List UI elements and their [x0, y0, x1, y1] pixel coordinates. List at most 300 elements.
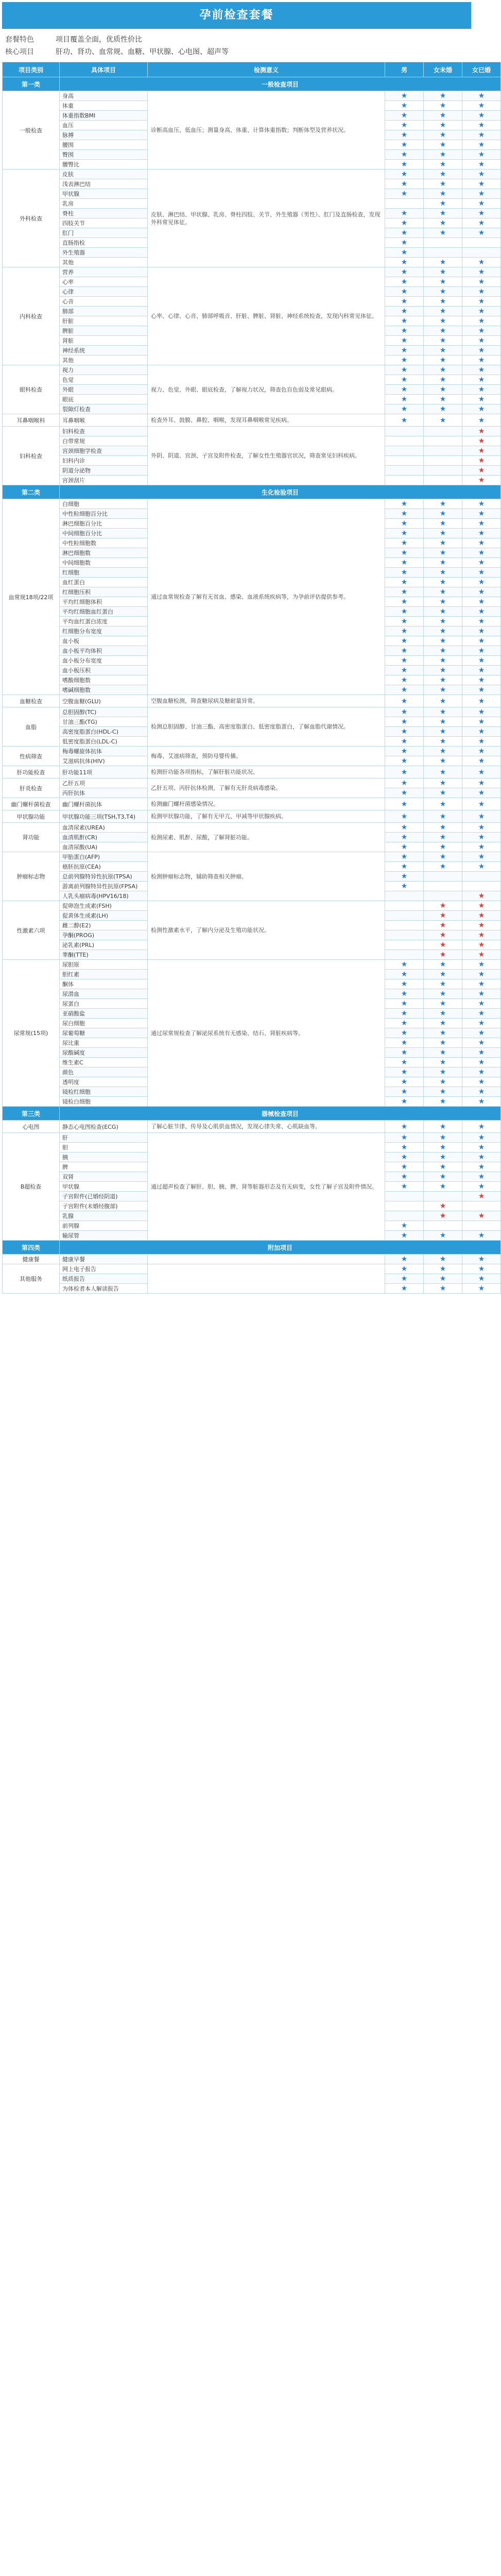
item-description: 心率、心律、心音、肺部呼吸音、肝脏、脾脏、肾脏、神经系统检查，发现内科常见体征。: [148, 267, 385, 365]
mark-female-unmarried: ★: [424, 91, 462, 101]
mark-female-married: ★: [462, 788, 501, 798]
mark-male: ★: [385, 1038, 424, 1048]
item-name: 身高: [60, 91, 148, 101]
section-title: 生化检验项目: [60, 485, 501, 499]
mark-female-married: ★: [462, 548, 501, 558]
mark-female-unmarried: ★: [424, 737, 462, 747]
item-name: 甲胎蛋白(AFP): [60, 852, 148, 862]
mark-male: ★: [385, 1121, 424, 1133]
mark-female-married: ★: [462, 1284, 501, 1294]
item-description: 通过超声检查了解肝、胆、胰、脾、肾等脏器形态及有无病变，女性了解子宫及附件情况。: [148, 1133, 385, 1241]
group-name: 其他服务: [3, 1264, 60, 1294]
mark-female-married: ★: [462, 307, 501, 316]
group-name: 一般检查: [3, 91, 60, 170]
mark-female-unmarried: ★: [424, 1201, 462, 1211]
item-name: 促黄体生成素(LH): [60, 911, 148, 921]
mark-female-unmarried: ★: [424, 404, 462, 414]
mark-female-unmarried: ★: [424, 385, 462, 395]
mark-male: ★: [385, 385, 424, 395]
item-name: 白带常规: [60, 436, 148, 446]
mark-male: ★: [385, 778, 424, 788]
mark-female-married: ★: [462, 568, 501, 578]
item-name: 网上电子报告: [60, 1264, 148, 1274]
item-name: 妇科内诊: [60, 456, 148, 466]
mark-female-married: ★: [462, 297, 501, 307]
mark-female-unmarried: ★: [424, 170, 462, 179]
mark-female-married: ★: [462, 1097, 501, 1107]
mark-male: [385, 930, 424, 940]
mark-female-married: ★: [462, 1182, 501, 1192]
mark-female-unmarried: ★: [424, 1097, 462, 1107]
mark-male: [385, 199, 424, 209]
mark-male: ★: [385, 717, 424, 727]
mark-male: ★: [385, 287, 424, 297]
item-name: 眼底: [60, 395, 148, 404]
mark-female-unmarried: ★: [424, 675, 462, 685]
item-name: 前列腺: [60, 1221, 148, 1231]
item-name: 丙肝抗体: [60, 788, 148, 798]
mark-male: ★: [385, 756, 424, 766]
item-name: 直肠指检: [60, 238, 148, 248]
mark-female-unmarried: ★: [424, 756, 462, 766]
item-name: 乳腺: [60, 1211, 148, 1221]
mark-male: [385, 1211, 424, 1221]
item-name: 总胆固醇(TC): [60, 707, 148, 717]
mark-female-married: ★: [462, 1162, 501, 1172]
mark-male: ★: [385, 862, 424, 872]
item-name: 甲状腺功能三项(TSH,T3,T4): [60, 810, 148, 823]
mark-male: ★: [385, 607, 424, 617]
col-header-male: 男: [385, 62, 424, 77]
mark-female-married: ★: [462, 1009, 501, 1019]
mark-female-unmarried: ★: [424, 1077, 462, 1087]
mark-male: ★: [385, 258, 424, 267]
item-name: 胰: [60, 1153, 148, 1162]
section-title: 器械检查项目: [60, 1107, 501, 1121]
group-name: 幽门螺杆菌检查: [3, 798, 60, 810]
mark-male: ★: [385, 727, 424, 737]
mark-male: [385, 1201, 424, 1211]
mark-female-unmarried: ★: [424, 414, 462, 427]
mark-female-married: ★: [462, 427, 501, 436]
item-name: 中性粒细胞数: [60, 538, 148, 548]
mark-female-unmarried: ★: [424, 1067, 462, 1077]
group-name: B超检查: [3, 1133, 60, 1241]
table-body: [3, 77, 501, 1294]
mark-female-married: ★: [462, 970, 501, 979]
item-name: 血清肌酐(CR): [60, 833, 148, 842]
mark-female-unmarried: [424, 891, 462, 901]
mark-female-unmarried: ★: [424, 538, 462, 548]
mark-female-married: ★: [462, 617, 501, 626]
mark-female-married: ★: [462, 747, 501, 756]
mark-female-married: [462, 872, 501, 882]
item-name: 妇科检查: [60, 427, 148, 436]
mark-female-unmarried: ★: [424, 788, 462, 798]
item-description: 外阴、阴道、宫颈、子宫及附件检查，了解女性生殖器官状况，筛查常见妇科疾病。: [148, 427, 385, 485]
mark-male: ★: [385, 238, 424, 248]
mark-male: ★: [385, 685, 424, 695]
mark-female-unmarried: ★: [424, 316, 462, 326]
item-name: 泌乳素(PRL): [60, 940, 148, 950]
mark-female-married: ★: [462, 395, 501, 404]
mark-male: ★: [385, 970, 424, 979]
mark-female-unmarried: ★: [424, 617, 462, 626]
group-name: 妇科检查: [3, 427, 60, 485]
item-name: 亚硝酸盐: [60, 1009, 148, 1019]
mark-male: ★: [385, 1133, 424, 1143]
mark-female-unmarried: ★: [424, 189, 462, 199]
mark-female-married: ★: [462, 707, 501, 717]
item-description: 检查外耳、鼓膜、鼻腔、咽喉，发现耳鼻咽喉常见疾病。: [148, 414, 385, 427]
mark-female-married: [462, 1201, 501, 1211]
item-name: 纸质报告: [60, 1274, 148, 1284]
item-name: 四肢关节: [60, 218, 148, 228]
item-name: 肝: [60, 1133, 148, 1143]
mark-female-unmarried: ★: [424, 346, 462, 355]
col-header-female-married: 女已婚: [462, 62, 501, 77]
mark-male: ★: [385, 1153, 424, 1162]
item-description: 乙肝五项、丙肝抗体检测，了解有无肝炎病毒感染。: [148, 778, 385, 798]
item-name: 心音: [60, 297, 148, 307]
mark-male: [385, 456, 424, 466]
item-name: 空腹血糖(GLU): [60, 695, 148, 707]
mark-female-unmarried: ★: [424, 140, 462, 150]
mark-male: ★: [385, 882, 424, 891]
mark-female-unmarried: ★: [424, 960, 462, 970]
item-name: 体重: [60, 101, 148, 111]
mark-female-unmarried: ★: [424, 607, 462, 617]
mark-female-married: ★: [462, 385, 501, 395]
mark-female-unmarried: ★: [424, 1211, 462, 1221]
mark-female-married: ★: [462, 778, 501, 788]
item-name: 甘油三酯(TG): [60, 717, 148, 727]
mark-female-married: ★: [462, 101, 501, 111]
mark-male: [385, 911, 424, 921]
mark-female-married: ★: [462, 414, 501, 427]
mark-female-unmarried: ★: [424, 578, 462, 587]
mark-female-married: ★: [462, 499, 501, 509]
item-name: 浅表淋巴结: [60, 179, 148, 189]
mark-female-married: ★: [462, 940, 501, 950]
group-name: 肝炎检查: [3, 778, 60, 798]
item-name: 平均红细胞血红蛋白: [60, 607, 148, 617]
mark-female-married: ★: [462, 189, 501, 199]
item-name: 酮体: [60, 979, 148, 989]
mark-male: ★: [385, 626, 424, 636]
mark-female-unmarried: [424, 427, 462, 436]
mark-female-married: ★: [462, 355, 501, 365]
mark-female-married: ★: [462, 989, 501, 999]
mark-female-unmarried: ★: [424, 636, 462, 646]
item-name: 视力: [60, 365, 148, 375]
mark-male: ★: [385, 277, 424, 287]
mark-female-unmarried: ★: [424, 355, 462, 365]
mark-female-married: ★: [462, 446, 501, 456]
col-header-female-unmarried: 女未婚: [424, 62, 462, 77]
group-name: 内科检查: [3, 267, 60, 365]
mark-female-married: ★: [462, 833, 501, 842]
item-description: 了解心脏节律、传导及心肌供血情况，发现心律失常、心肌缺血等。: [148, 1121, 385, 1133]
mark-female-married: ★: [462, 509, 501, 519]
section-label: 第四类: [3, 1241, 60, 1255]
mark-female-married: ★: [462, 277, 501, 287]
item-description: 皮肤、淋巴结、甲状腺、乳房、脊柱四肢、关节、外生殖器（男性）、肛门及直肠检查，发现外科常见体征。: [148, 170, 385, 267]
item-name: 镜检白细胞: [60, 1097, 148, 1107]
item-description: 检测甲状腺功能，了解有无甲亢、甲减等甲状腺疾病。: [148, 810, 385, 823]
item-name: 耳鼻咽喉: [60, 414, 148, 427]
mark-female-unmarried: ★: [424, 597, 462, 607]
table-row: [3, 852, 501, 862]
mark-male: ★: [385, 587, 424, 597]
mark-female-unmarried: ★: [424, 666, 462, 675]
mark-female-married: [462, 238, 501, 248]
mark-female-married: ★: [462, 798, 501, 810]
mark-female-married: ★: [462, 636, 501, 646]
mark-female-unmarried: [424, 436, 462, 446]
table-row: [3, 1255, 501, 1264]
group-name: 血常规18项/22项: [3, 499, 60, 695]
mark-female-unmarried: ★: [424, 695, 462, 707]
item-name: 血小板: [60, 636, 148, 646]
mark-female-unmarried: ★: [424, 1133, 462, 1143]
table-row: [3, 267, 501, 277]
item-name: 血小板压积: [60, 666, 148, 675]
item-name: 宫颈细胞学检查: [60, 446, 148, 456]
mark-female-married: ★: [462, 578, 501, 587]
item-name: 镜检红细胞: [60, 1087, 148, 1097]
item-name: 红细胞: [60, 568, 148, 578]
group-name: 肝功能检查: [3, 766, 60, 778]
mark-male: ★: [385, 509, 424, 519]
mark-female-married: [462, 1221, 501, 1231]
mark-male: ★: [385, 1019, 424, 1028]
mark-male: [385, 446, 424, 456]
mark-female-married: ★: [462, 862, 501, 872]
item-name: 总前列腺特异性抗原(TPSA): [60, 872, 148, 882]
mark-female-unmarried: [424, 476, 462, 485]
mark-female-married: ★: [462, 121, 501, 130]
mark-female-unmarried: ★: [424, 1284, 462, 1294]
mark-female-unmarried: ★: [424, 646, 462, 656]
page-title: 孕前检查套餐: [2, 2, 471, 29]
mark-female-unmarried: [424, 248, 462, 258]
item-name: 颜色: [60, 1067, 148, 1077]
mark-female-married: ★: [462, 91, 501, 101]
mark-female-unmarried: ★: [424, 626, 462, 636]
mark-female-unmarried: ★: [424, 121, 462, 130]
mark-female-unmarried: ★: [424, 568, 462, 578]
mark-female-married: ★: [462, 140, 501, 150]
mark-male: ★: [385, 707, 424, 717]
mark-female-married: ★: [462, 258, 501, 267]
mark-male: ★: [385, 1067, 424, 1077]
mark-female-married: ★: [462, 130, 501, 140]
item-description: 诊断高血压、低血压；测量身高、体重、计算体重指数；判断体型及营养状况。: [148, 91, 385, 170]
item-name: 雌二醇(E2): [60, 921, 148, 930]
table-row: [3, 707, 501, 717]
item-name: 高密度脂蛋白(HDL-C): [60, 727, 148, 737]
table-row: [3, 960, 501, 970]
mark-female-married: ★: [462, 1058, 501, 1067]
table-row: [3, 499, 501, 509]
mark-female-married: ★: [462, 1264, 501, 1274]
mark-female-unmarried: ★: [424, 326, 462, 336]
item-name: 平均红细胞体积: [60, 597, 148, 607]
mark-male: ★: [385, 101, 424, 111]
item-name: 脊柱: [60, 209, 148, 218]
mark-female-unmarried: ★: [424, 1087, 462, 1097]
mark-female-unmarried: ★: [424, 209, 462, 218]
item-description: 检测尿素、肌酐、尿酸，了解肾脏功能。: [148, 823, 385, 852]
item-name: 甲状腺: [60, 189, 148, 199]
meta-value: 肝功、肾功、血常规、血糖、甲状腺、心电图、超声等: [56, 48, 229, 56]
mark-female-married: ★: [462, 1121, 501, 1133]
mark-male: ★: [385, 395, 424, 404]
table-row: [3, 427, 501, 436]
mark-female-married: ★: [462, 1048, 501, 1058]
mark-female-unmarried: ★: [424, 766, 462, 778]
mark-male: ★: [385, 228, 424, 238]
mark-female-married: ★: [462, 150, 501, 160]
item-name: 梅毒螺旋体抗体: [60, 747, 148, 756]
mark-female-unmarried: ★: [424, 307, 462, 316]
mark-male: ★: [385, 529, 424, 538]
mark-female-unmarried: ★: [424, 587, 462, 597]
mark-male: ★: [385, 170, 424, 179]
checkup-table: [2, 62, 501, 1294]
mark-female-married: ★: [462, 842, 501, 852]
mark-male: ★: [385, 798, 424, 810]
mark-female-married: ★: [462, 365, 501, 375]
item-name: 中间细胞数: [60, 558, 148, 568]
mark-female-married: ★: [462, 1067, 501, 1077]
mark-female-unmarried: [424, 1192, 462, 1201]
mark-female-married: ★: [462, 823, 501, 833]
mark-female-married: ★: [462, 375, 501, 385]
item-name: 尿葡萄糖: [60, 1028, 148, 1038]
mark-female-unmarried: ★: [424, 130, 462, 140]
group-name: 肿瘤标志物: [3, 852, 60, 901]
mark-female-unmarried: ★: [424, 940, 462, 950]
mark-female-unmarried: ★: [424, 548, 462, 558]
item-name: 神经系统: [60, 346, 148, 355]
section-label: 第三类: [3, 1107, 60, 1121]
mark-female-married: ★: [462, 766, 501, 778]
item-name: 色觉: [60, 375, 148, 385]
mark-male: ★: [385, 519, 424, 529]
mark-male: ★: [385, 307, 424, 316]
mark-female-married: ★: [462, 538, 501, 548]
item-name: 肾脏: [60, 336, 148, 346]
mark-male: ★: [385, 578, 424, 587]
mark-male: ★: [385, 675, 424, 685]
mark-female-unmarried: ★: [424, 798, 462, 810]
mark-female-married: ★: [462, 1019, 501, 1028]
item-name: 尿潜血: [60, 989, 148, 999]
item-name: 外眼: [60, 385, 148, 395]
mark-female-unmarried: ★: [424, 1162, 462, 1172]
mark-male: ★: [385, 1172, 424, 1182]
mark-male: ★: [385, 121, 424, 130]
table-row: [3, 91, 501, 101]
mark-female-unmarried: ★: [424, 999, 462, 1009]
mark-male: ★: [385, 111, 424, 121]
mark-female-unmarried: ★: [424, 395, 462, 404]
table-row: [3, 365, 501, 375]
mark-female-unmarried: ★: [424, 727, 462, 737]
item-name: 孕酮(PROG): [60, 930, 148, 940]
mark-female-unmarried: ★: [424, 1274, 462, 1284]
mark-female-unmarried: ★: [424, 509, 462, 519]
mark-male: ★: [385, 297, 424, 307]
mark-female-unmarried: ★: [424, 1121, 462, 1133]
mark-female-married: ★: [462, 891, 501, 901]
item-name: 营养: [60, 267, 148, 277]
mark-male: ★: [385, 538, 424, 548]
table-row: [3, 778, 501, 788]
item-description: 空腹血糖检测，筛查糖尿病及糖耐量异常。: [148, 695, 385, 707]
item-name: 健康早餐: [60, 1255, 148, 1264]
mark-female-unmarried: [424, 238, 462, 248]
mark-female-unmarried: ★: [424, 970, 462, 979]
table-row: [3, 901, 501, 911]
mark-male: ★: [385, 267, 424, 277]
group-name: 肾功能: [3, 823, 60, 852]
mark-female-unmarried: ★: [424, 747, 462, 756]
item-name: 淋巴细胞百分比: [60, 519, 148, 529]
mark-female-married: ★: [462, 1087, 501, 1097]
item-name: 脉搏: [60, 130, 148, 140]
mark-female-unmarried: ★: [424, 823, 462, 833]
mark-female-unmarried: [424, 466, 462, 476]
item-description: 视力、色觉、外眼、眼底检查，了解视力状况，筛查色盲色弱及常见眼病。: [148, 365, 385, 414]
col-header-item: 具体项目: [60, 62, 148, 77]
mark-female-unmarried: ★: [424, 852, 462, 862]
item-name: 腰围: [60, 140, 148, 150]
item-name: 肺部: [60, 307, 148, 316]
item-name: 血小板平均体积: [60, 646, 148, 656]
mark-male: ★: [385, 248, 424, 258]
mark-male: ★: [385, 375, 424, 385]
mark-male: ★: [385, 160, 424, 170]
item-name: 为体检者本人解读报告: [60, 1284, 148, 1294]
mark-male: ★: [385, 316, 424, 326]
item-name: 肝功能11项: [60, 766, 148, 778]
mark-female-married: ★: [462, 930, 501, 940]
section-header-row: [3, 1107, 501, 1121]
mark-male: ★: [385, 989, 424, 999]
mark-female-unmarried: [424, 882, 462, 891]
mark-female-married: ★: [462, 287, 501, 297]
item-name: 臀围: [60, 150, 148, 160]
item-name: 子宫附件(已婚经阴道): [60, 1192, 148, 1201]
mark-female-married: ★: [462, 1028, 501, 1038]
mark-male: ★: [385, 1182, 424, 1192]
item-name: 尿酸碱度: [60, 1048, 148, 1058]
table-row: [3, 810, 501, 823]
mark-female-unmarried: ★: [424, 833, 462, 842]
item-name: 平均血红蛋白浓度: [60, 617, 148, 626]
group-name: 血糖检查: [3, 695, 60, 707]
mark-female-married: ★: [462, 519, 501, 529]
mark-female-married: ★: [462, 436, 501, 446]
item-name: 裂隙灯检查: [60, 404, 148, 414]
mark-female-married: ★: [462, 587, 501, 597]
mark-female-married: ★: [462, 852, 501, 862]
table-row: [3, 798, 501, 810]
mark-female-married: ★: [462, 666, 501, 675]
